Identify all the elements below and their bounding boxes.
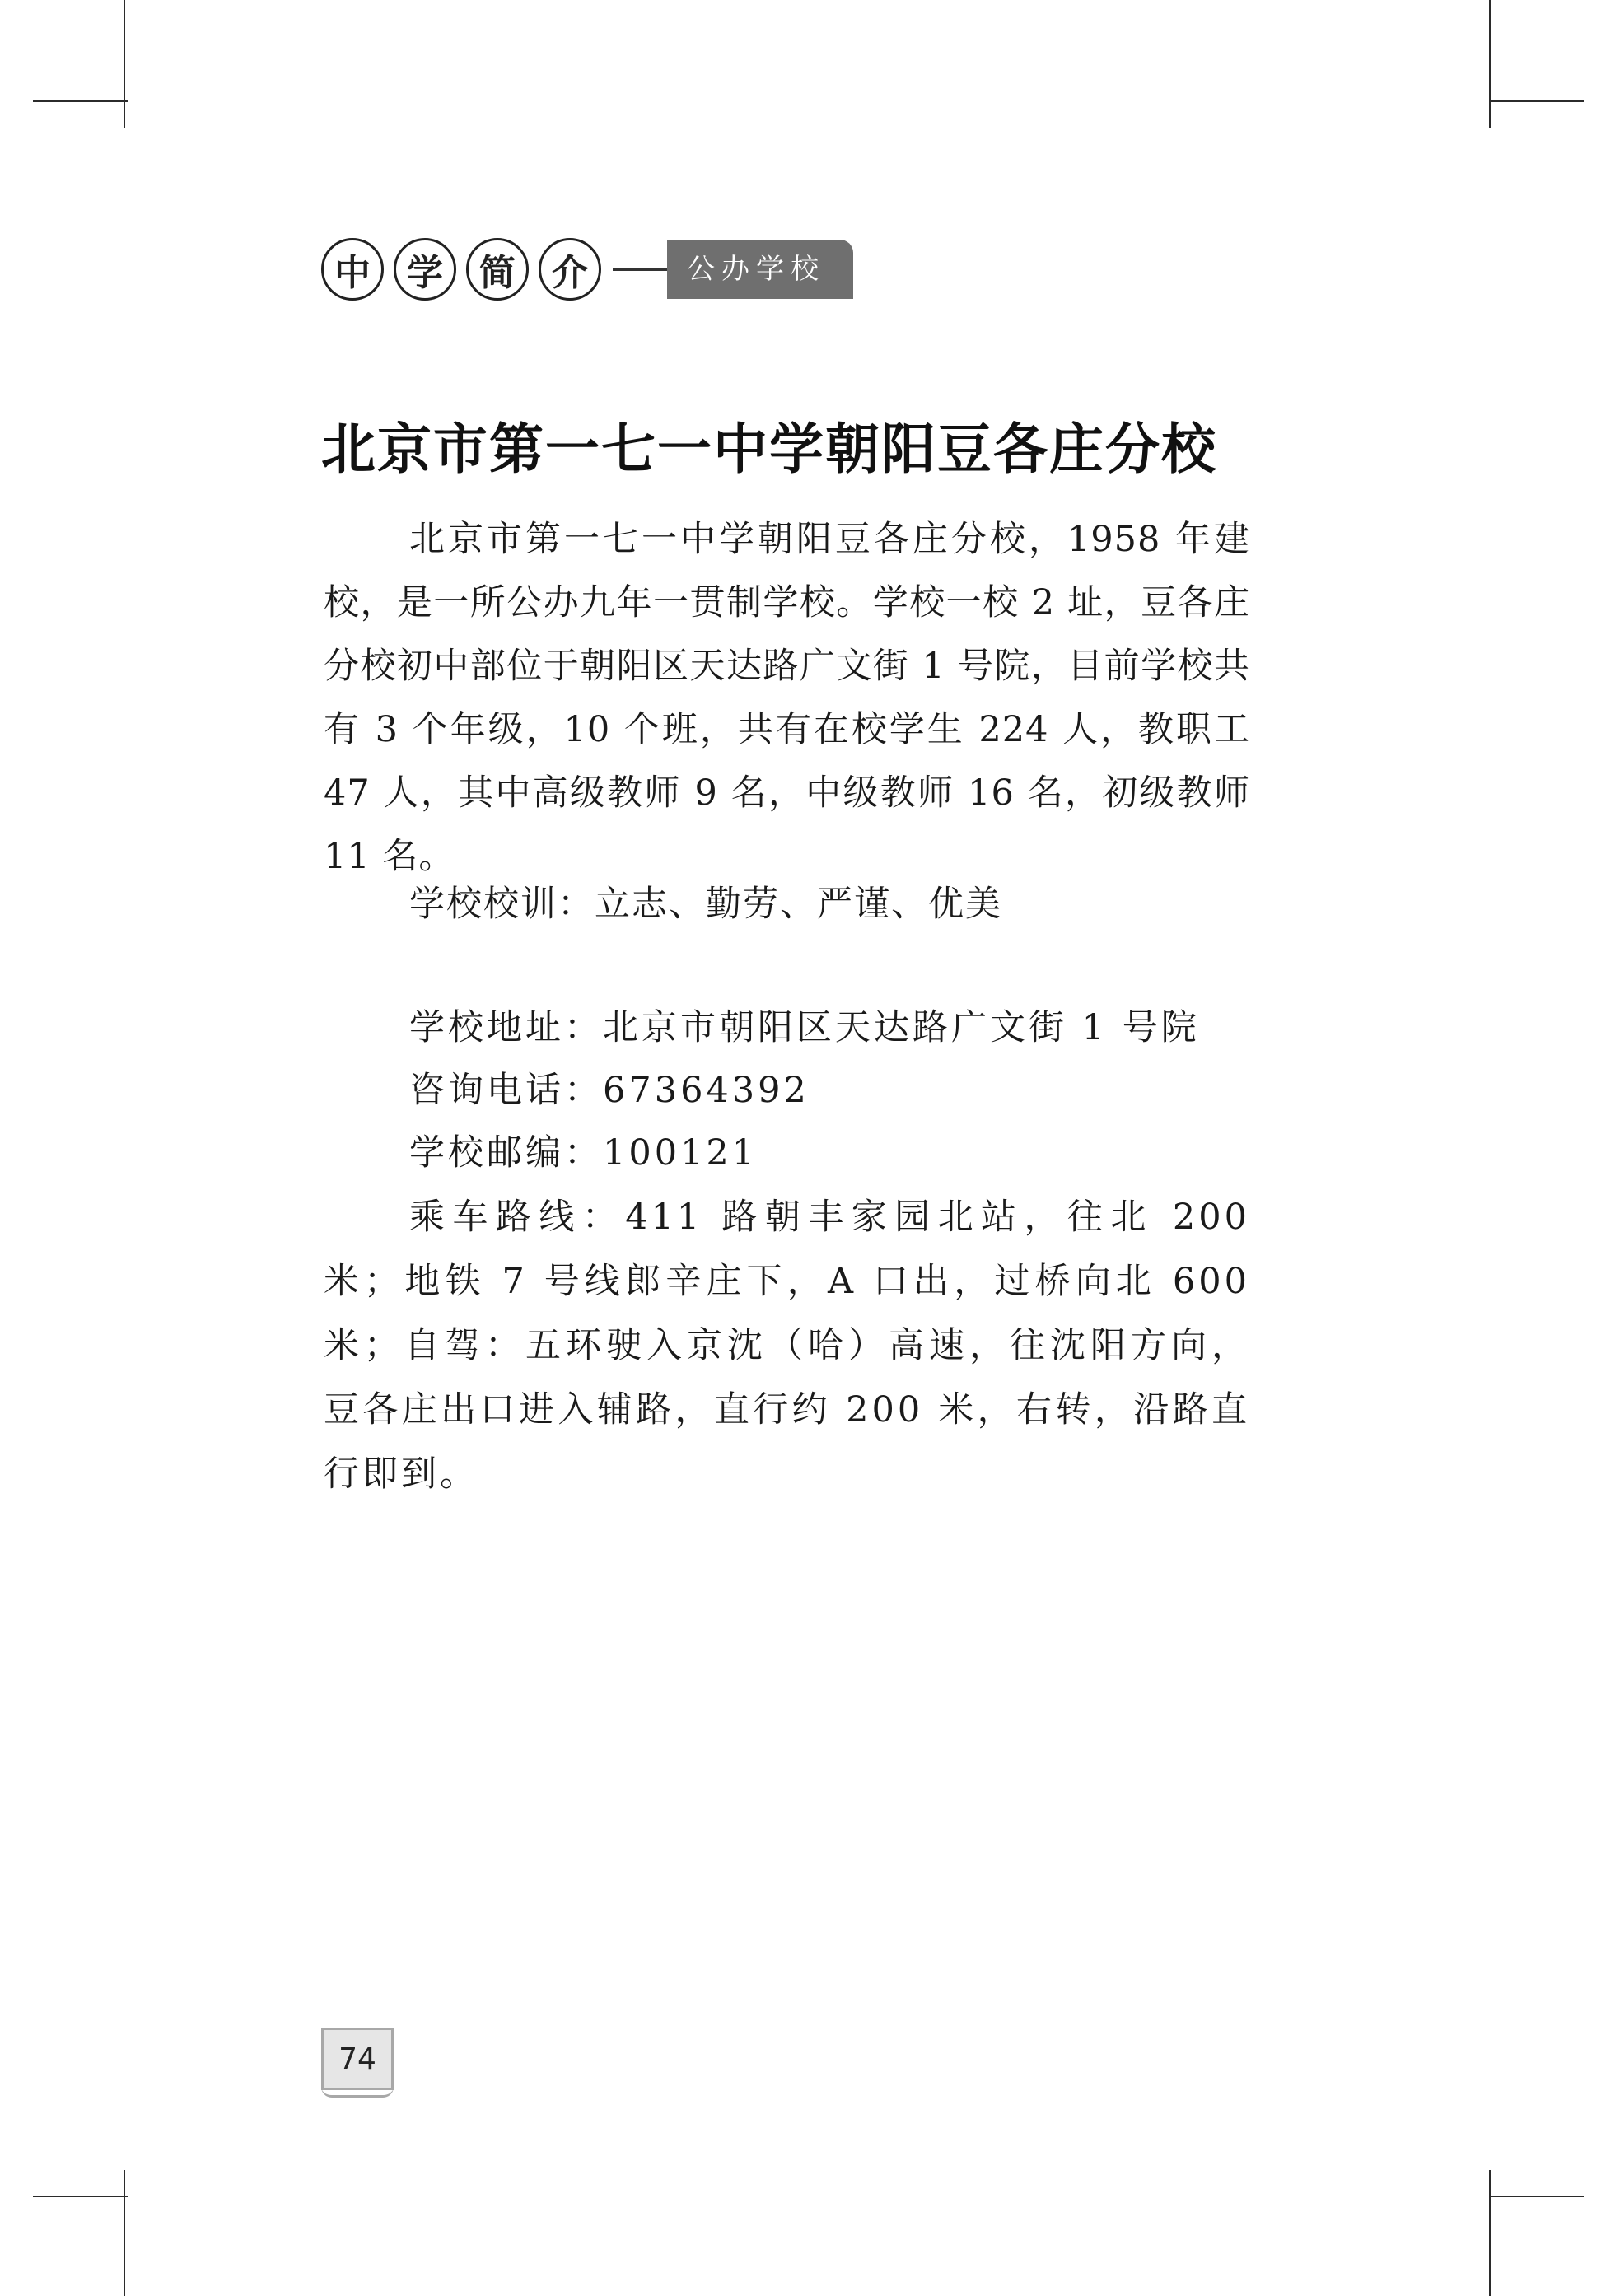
page-number: 74 (338, 2042, 376, 2076)
crop-mark-bottom-left-h (33, 2196, 128, 2197)
page-number-book-icon (321, 2028, 394, 2090)
category-tag: 公办学校 (667, 240, 853, 299)
crop-mark-bottom-left-v (124, 2170, 125, 2296)
crop-mark-bottom-right-h (1489, 2196, 1584, 2197)
school-address: 学校地址：北京市朝阳区天达路广文街 1 号院 (409, 1007, 1200, 1048)
header-connector-line (613, 268, 667, 271)
school-motto: 学校校训：立志、勤劳、严谨、优美 (409, 884, 1002, 925)
crop-mark-bottom-right-v (1489, 2170, 1491, 2296)
crop-mark-top-right-v (1489, 0, 1491, 128)
header-circle-char: 学 (394, 238, 456, 301)
bus-route: 乘车路线：411 路朝丰家园北站，往北 200 米；地铁 7 号线郎辛庄下，A 口出，过桥向北 600 米；自驾：五环驶入京沈（哈）高速，往沈阳方向，豆各庄出口进入辅路，直行约 200 米，右转，沿路直行即到。 (324, 1197, 1250, 1495)
consult-phone: 咨询电话：67364392 (409, 1070, 810, 1111)
header-circle-char: 中 (321, 238, 384, 301)
header-circle-char: 介 (539, 238, 601, 301)
intro-paragraph: 北京市第一七一中学朝阳豆各庄分校，1958 年建校，是一所公办九年一贯制学校。学校一校 2 址，豆各庄分校初中部位于朝阳区天达路广文街 1 号院，目前学校共有 3 个年级，10 个班，共有在校学生 224 人，教职工 47 人，其中高级教师 9 名，中级教师 16 名，初级教师 11 名。 (324, 519, 1250, 877)
section-header (321, 232, 853, 306)
school-postcode: 学校邮编：100121 (409, 1132, 758, 1174)
header-circle-char: 简 (466, 238, 529, 301)
crop-mark-top-left-v (124, 0, 125, 128)
article-title: 北京市第一七一中学朝阳豆各庄分校 (321, 418, 1217, 481)
crop-mark-top-left-h (33, 100, 128, 102)
crop-mark-top-right-h (1489, 100, 1584, 102)
